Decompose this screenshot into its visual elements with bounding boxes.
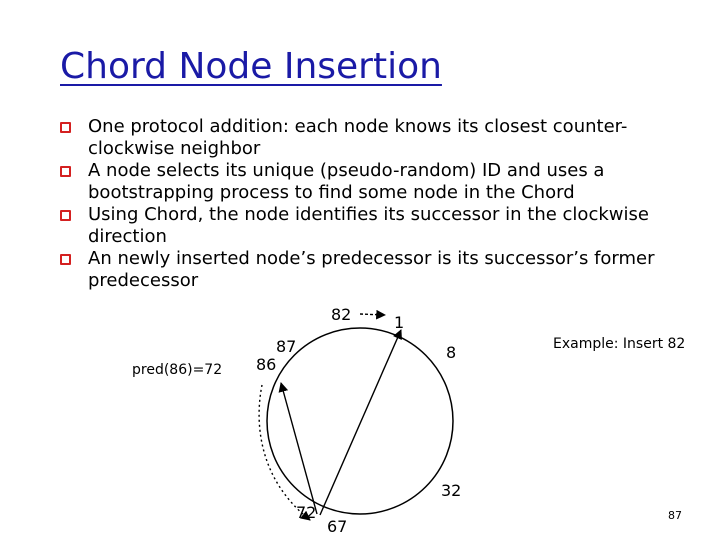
bullet-text: One protocol addition: each node knows its closest counter-clockwise neighbor (88, 116, 628, 159)
example-label: Example: Insert 82 (553, 336, 686, 352)
node-label-86: 86 (256, 355, 277, 374)
slide-title: Chord Node Insertion (60, 46, 442, 87)
bullet-text: A node selects its unique (pseudo-random) ID and uses a bootstrapping process to find some node in the Chord (88, 160, 605, 203)
predecessor-dotted-arrow (259, 385, 310, 520)
successor-arrow-72-to-86 (281, 383, 317, 514)
node-label-72: 72 (296, 503, 317, 522)
bullet-text: An newly inserted node’s predecessor is its successor’s former predecessor (88, 248, 655, 291)
node-label-8: 8 (446, 343, 457, 362)
page-number: 87 (668, 509, 682, 522)
successor-arrow-72-to-8 (320, 330, 401, 515)
pred-label: pred(86)=72 (132, 362, 223, 378)
insert-arrow (360, 314, 385, 315)
node-label-87: 87 (276, 337, 297, 356)
node-label-1: 1 (394, 313, 405, 332)
node-label-32: 32 (441, 481, 462, 500)
node-label-67: 67 (327, 517, 348, 536)
node-label-82: 82 (331, 305, 352, 324)
bullet-text: Using Chord, the node identifies its successor in the clockwise direction (88, 204, 649, 247)
